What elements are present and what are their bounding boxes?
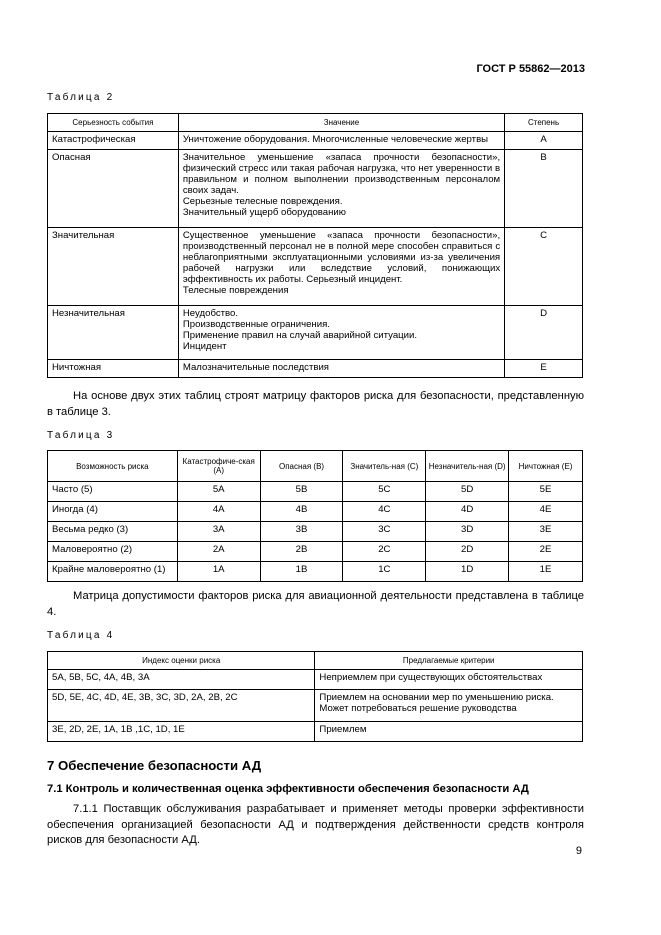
table-4-header: Индекс оценки риска (48, 652, 315, 670)
grade-cell: B (505, 150, 583, 228)
table-3-header: Опасная (B) (260, 451, 343, 482)
grade-cell: D (505, 306, 583, 360)
risk-cell: 5D (426, 482, 509, 502)
criteria-cell: Неприемлем при существующих обстоятельствах (315, 670, 583, 690)
paragraph-table4-intro: Матрица допустимости факторов риска для авиационной деятельности представлена в таблице 4. (47, 590, 584, 618)
risk-cell: 4D (426, 502, 509, 522)
table-4-header-row (48, 652, 583, 670)
risk-cell: 5A (177, 482, 260, 502)
table-row (48, 482, 583, 502)
table-2-header: Степень (505, 114, 583, 132)
risk-cell: 5B (260, 482, 343, 502)
table-3-caption: Таблица 3 (47, 430, 115, 441)
risk-cell: 2E (509, 542, 583, 562)
table-row (48, 132, 583, 150)
risk-cell: 3B (260, 522, 343, 542)
likelihood-cell: Крайне маловероятно (1) (48, 562, 178, 582)
risk-cell: 3C (343, 522, 426, 542)
risk-cell: 1C (343, 562, 426, 582)
grade-cell: C (505, 228, 583, 306)
likelihood-cell: Весьма редко (3) (48, 522, 178, 542)
severity-cell: Значительная (48, 228, 179, 306)
table-3-header: Возможность риска (48, 451, 178, 482)
table-row (48, 722, 583, 742)
table-4-header: Предлагаемые критерии (315, 652, 583, 670)
meaning-cell: Неудобство. Производственные ограничения. Применение правил на случай аварийной ситуации. Инцидент (178, 306, 504, 360)
table-row (48, 228, 583, 306)
table-2-header: Значение (178, 114, 504, 132)
risk-cell: 1E (509, 562, 583, 582)
index-cell: 5D, 5E, 4C, 4D, 4E, 3B, 3C, 3D, 2A, 2B, 2C (48, 690, 315, 722)
criteria-cell: Приемлем на основании мер по уменьшению риска. Может потребоваться решение руководства (315, 690, 583, 722)
risk-cell: 4A (177, 502, 260, 522)
index-cell: 5A, 5B, 5C, 4A, 4B, 3A (48, 670, 315, 690)
document-id: ГОСТ Р 55862—2013 (476, 63, 585, 75)
meaning-cell: Существенное уменьшение «запаса прочности безопасности», производственный персонал не в полной мере способен справиться с неблагоприятными эксплуатационными условиями из-за увеличения рабочей нагрузки или вследствие условий, понижающих эффективность их работы. Серьезный инцидент. Телесные повреждения (178, 228, 504, 306)
table-row (48, 690, 583, 722)
table-2-header-row (48, 114, 583, 132)
table-2-caption: Таблица 2 (47, 92, 115, 103)
risk-cell: 5C (343, 482, 426, 502)
table-row (48, 360, 583, 378)
risk-cell: 1D (426, 562, 509, 582)
risk-cell: 3A (177, 522, 260, 542)
severity-cell: Ничтожная (48, 360, 179, 378)
likelihood-cell: Часто (5) (48, 482, 178, 502)
index-cell: 3E, 2D, 2E, 1A, 1B ,1C, 1D, 1E (48, 722, 315, 742)
table-2 (47, 113, 583, 378)
table-row (48, 306, 583, 360)
risk-cell: 2C (343, 542, 426, 562)
table-4 (47, 651, 583, 742)
table-row (48, 562, 583, 582)
risk-cell: 3D (426, 522, 509, 542)
risk-cell: 1A (177, 562, 260, 582)
subsection-7-1-heading: 7.1 Контроль и количественная оценка эффективности обеспечения безопасности АД (47, 783, 529, 795)
risk-cell: 4C (343, 502, 426, 522)
severity-cell: Незначительная (48, 306, 179, 360)
risk-cell: 5E (509, 482, 583, 502)
paragraph-7-1-1: 7.1.1 Поставщик обслуживания разрабатывает и применяет методы проверки эффективности обеспечения организацией безопасности АД и подтверждения действенности средств контроля рисков для безопасности АД. (47, 803, 584, 846)
risk-cell: 4E (509, 502, 583, 522)
section-7-heading: 7 Обеспечение безопасности АД (47, 758, 262, 773)
meaning-cell: Значительное уменьшение «запаса прочности безопасности», физический стресс или такая рабочая нагрузка, что нет уверенности в правильном и полном выполнении производственным персоналом своих задач. Серьезные телесные повреждения. Значительный ущерб оборудованию (178, 150, 504, 228)
paragraph-table3-intro: На основе двух этих таблиц строят матрицу факторов риска для безопасности, представленную в таблице 3. (47, 390, 584, 418)
table-row (48, 542, 583, 562)
meaning-cell: Уничтожение оборудования. Многочисленные человеческие жертвы (178, 132, 504, 150)
table-4-caption: Таблица 4 (47, 630, 115, 641)
table-3 (47, 450, 583, 582)
risk-cell: 1B (260, 562, 343, 582)
table-3-header: Незначитель-ная (D) (426, 451, 509, 482)
severity-cell: Катастрофическая (48, 132, 179, 150)
likelihood-cell: Иногда (4) (48, 502, 178, 522)
grade-cell: E (505, 360, 583, 378)
table-3-header-row (48, 451, 583, 482)
grade-cell: A (505, 132, 583, 150)
risk-cell: 2D (426, 542, 509, 562)
table-row (48, 670, 583, 690)
table-3-header: Ничтожная (E) (509, 451, 583, 482)
meaning-cell: Малозначительные последствия (178, 360, 504, 378)
table-3-header: Катастрофиче-ская (A) (177, 451, 260, 482)
risk-cell: 4B (260, 502, 343, 522)
likelihood-cell: Маловероятно (2) (48, 542, 178, 562)
table-2-header: Серьезность события (48, 114, 179, 132)
table-3-header: Значитель-ная (C) (343, 451, 426, 482)
risk-cell: 2B (260, 542, 343, 562)
table-row (48, 522, 583, 542)
table-row (48, 502, 583, 522)
risk-cell: 2A (177, 542, 260, 562)
severity-cell: Опасная (48, 150, 179, 228)
table-row (48, 150, 583, 228)
risk-cell: 3E (509, 522, 583, 542)
criteria-cell: Приемлем (315, 722, 583, 742)
page-number: 9 (575, 845, 582, 857)
